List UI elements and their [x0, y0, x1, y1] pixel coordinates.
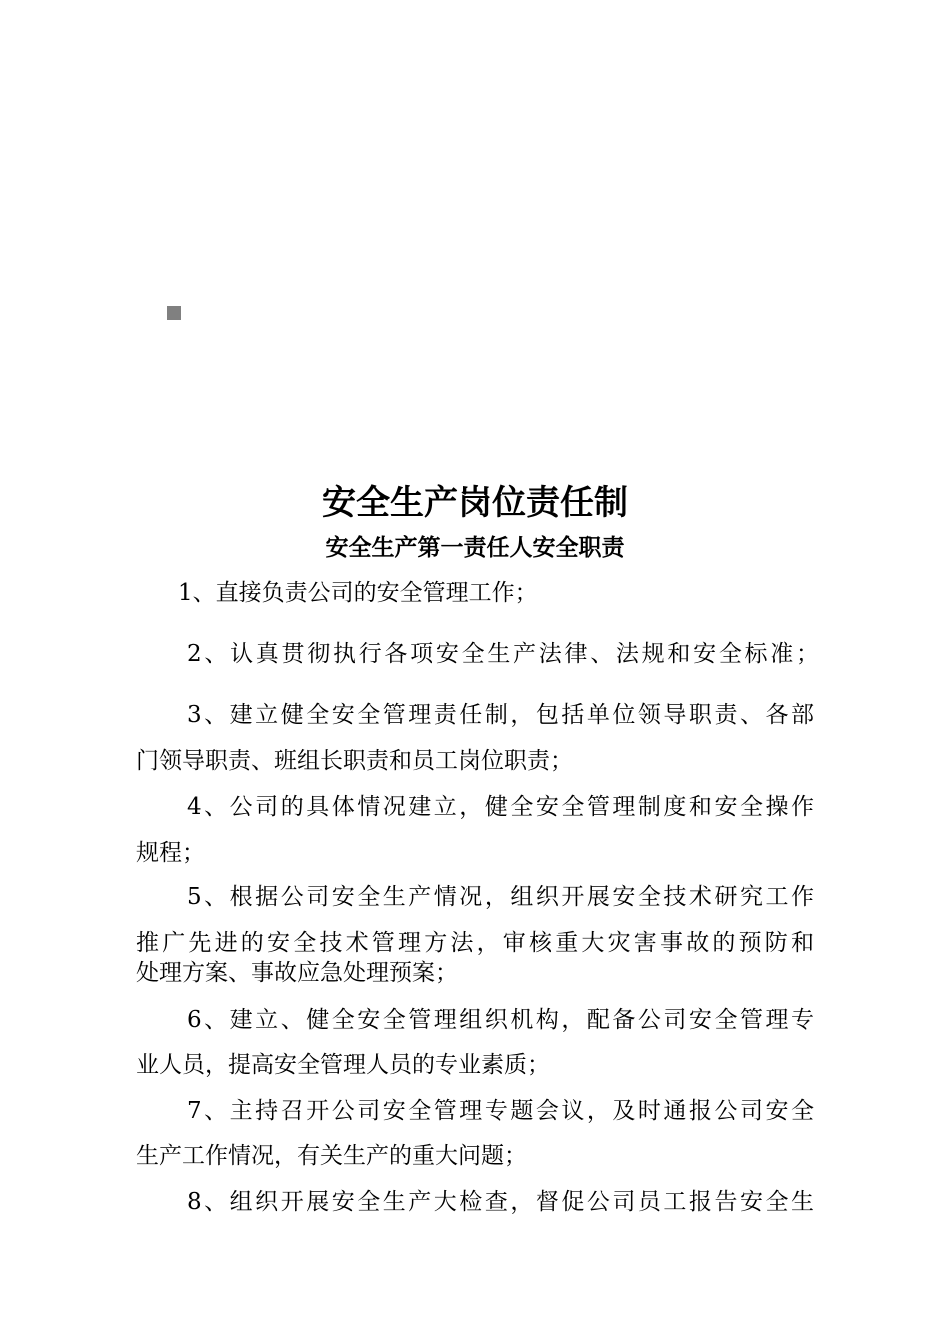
- paragraph-line: 5、根据公司安全生产情况，组织开展安全技术研究工作: [187, 884, 814, 910]
- paragraph-line: 6、建立、健全安全管理组织机构，配备公司安全管理专: [187, 1007, 814, 1033]
- paragraph-line: 3、建立健全安全管理责任制，包括单位领导职责、各部: [187, 702, 814, 728]
- paragraph-line: 8、组织开展安全生产大检查，督促公司员工报告安全生: [187, 1189, 814, 1215]
- paragraph-line: 业人员，提高安全管理人员的专业素质；: [136, 1052, 550, 1078]
- paragraph-line: 4、公司的具体情况建立，健全安全管理制度和安全操作: [187, 794, 814, 820]
- paragraph-line: 门领导职责、班组长职责和员工岗位职责；: [136, 748, 573, 774]
- paragraph-line: 2、认真贯彻执行各项安全生产法律、法规和安全标准；: [187, 641, 819, 667]
- paragraph-line: 1、直接负责公司的安全管理工作；: [178, 580, 538, 606]
- document-title: 安全生产岗位责任制: [322, 483, 628, 523]
- paragraph-line: 7、主持召开公司安全管理专题会议，及时通报公司安全: [187, 1098, 814, 1124]
- bullet-marker: [167, 306, 181, 320]
- document-subtitle: 安全生产第一责任人安全职责: [325, 534, 625, 561]
- paragraph-line: 推广先进的安全技术管理方法，审核重大灾害事故的预防和: [136, 930, 814, 956]
- paragraph-line: 生产工作情况，有关生产的重大问题；: [136, 1143, 527, 1169]
- paragraph-line: 处理方案、事故应急处理预案；: [136, 960, 458, 986]
- paragraph-line: 规程；: [136, 840, 205, 866]
